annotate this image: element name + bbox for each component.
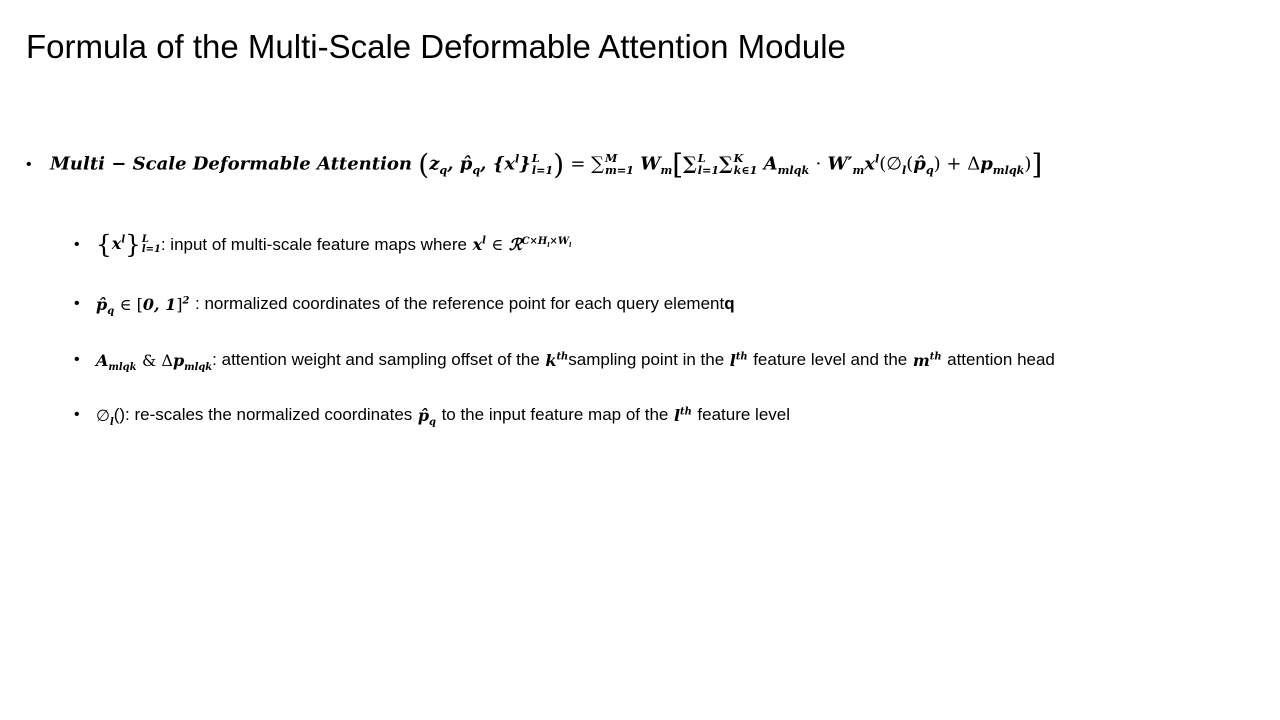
bullet-text-b: to the input feature map of the <box>441 405 669 424</box>
formula: Multi − Scale Deformable Attention ($z_q$, $p̂_q$, $\{x^l\}$ L l=1 ) = ∑ M m=1 $W_m[\sum$ L l=1 ∑ K k∈1 $A_{mlqk}$ · $W'_mx^l(\emptyset_l(p̂_q) + \Delta p_{mlqk})$] <box>50 148 1043 181</box>
formula-lhs: Multi − Scale Deformable Attention <box>50 153 413 175</box>
p-hat-q-symbol: $p̂_q$ <box>412 405 436 428</box>
slide-title: Formula of the Multi-Scale Deformable Attention Module <box>26 28 846 65</box>
bullet-dot: • <box>26 155 32 173</box>
bullet-text: : normalized coordinates of the reference point for each query element <box>195 294 725 313</box>
reference-point-symbol: $p̂_q$ ∈ [0, 1]$^2$ <box>96 294 190 317</box>
bullet-text-b: sampling point in the <box>568 350 725 369</box>
rescale-symbol: $\emptyset_l$ <box>96 405 114 428</box>
l-th-symbol: $l^{th}$ <box>668 405 692 425</box>
bullet-rescale <box>74 405 791 428</box>
l-th-symbol: $l^{th}$ <box>724 350 748 370</box>
bullet-text-d: attention head <box>947 350 1055 369</box>
main-formula-bullet <box>26 148 1042 181</box>
feature-maps-symbol: $\{x^l\}$ L l=1 <box>96 230 161 259</box>
k-th-symbol: $k^{th}$ <box>539 350 569 370</box>
m-th-symbol: $m^{th}$ <box>907 350 942 370</box>
bullet-text-c: feature level and the <box>753 350 908 369</box>
query-element-q: q <box>724 294 735 313</box>
attention-symbols: $A_{mlqk}$ & $\Delta p_{mlqk}$ <box>96 350 213 373</box>
bullet-dot: • <box>74 406 80 423</box>
bullet-text-c: feature level <box>697 405 791 424</box>
bullet-feature-maps <box>74 230 571 259</box>
bullet-text-a: (): re-scales the normalized coordinates <box>113 405 413 424</box>
bullet-attention-weight: • $A_{mlqk}$ & $\Delta p_{mlqk}$ : attention weight and sampling offset of the $k^{th}$ sampling point in the $l^{th}$ feature level and the $m^{th}$ attention head <box>74 350 1055 373</box>
membership-expression: $x^l$ ∈ ℛ$^{C\times H_l\times W_l}$ <box>467 235 572 254</box>
bullet-dot: • <box>74 295 80 312</box>
bullet-reference-point <box>74 294 735 317</box>
bullet-text-a: attention weight and sampling offset of the <box>221 350 540 369</box>
bullet-text: : input of multi-scale feature maps where <box>160 234 467 254</box>
bullet-dot: • <box>74 235 80 253</box>
bullet-dot: • <box>74 351 80 368</box>
